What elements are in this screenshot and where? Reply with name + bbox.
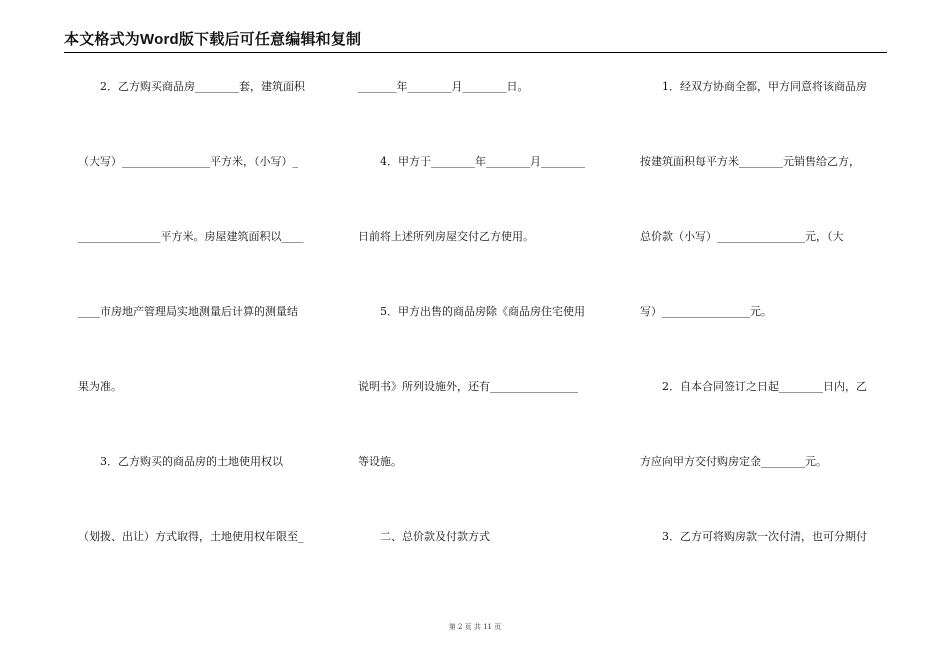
text-line: 3．乙方可将购房款一次付清，也可分期付 [640,530,867,543]
text-line: 总价款（小写）________________元，（大 [640,230,844,243]
text-line: 说明书》所列设施外，还有________________ [358,380,578,393]
text-line: 二、总价款及付款方式 [358,530,490,543]
text-line: 写）________________元。 [640,305,772,318]
text-line: 5．甲方出售的商品房除《商品房住宅使用 [358,305,585,318]
text-line: 3．乙方购买的商品房的土地使用权以 [78,455,283,468]
text-line: 等设施。 [358,455,402,468]
text-column-2 [358,80,603,605]
text-line: 2．自本合同签订之日起________日内，乙 [640,380,867,393]
text-line: 1．经双方协商全都，甲方同意将该商品房 [640,80,867,93]
text-line: _______年________月________日。 [358,80,529,93]
text-line: 果为准。 [78,380,122,393]
text-column-3 [640,80,885,605]
text-line: 2．乙方购买商品房________套，建筑面积 [78,80,305,93]
text-line: 方应向甲方交付购房定金________元。 [640,455,827,468]
document-header-title: 本文格式为Word版下载后可任意编辑和复制 [64,31,362,48]
text-line: （大写）________________平方米，（小写）_ [78,155,298,168]
text-column-1 [78,80,323,605]
page-number-footer: 第 2 页 共 11 页 [448,623,502,631]
text-line: （划拨、出让）方式取得，土地使用权年限至_ [78,530,304,543]
text-line: _______________平方米。房屋建筑面积以____ [78,230,304,243]
text-line: ____市房地产管理局实地测量后计算的测量结 [78,305,298,318]
text-line: 日前将上述所列房屋交付乙方使用。 [358,230,534,243]
text-line: 4．甲方于________年________月________ [358,155,585,168]
text-line: 按建筑面积每平方米________元销售给乙方， [640,155,860,168]
header-divider [64,52,887,53]
